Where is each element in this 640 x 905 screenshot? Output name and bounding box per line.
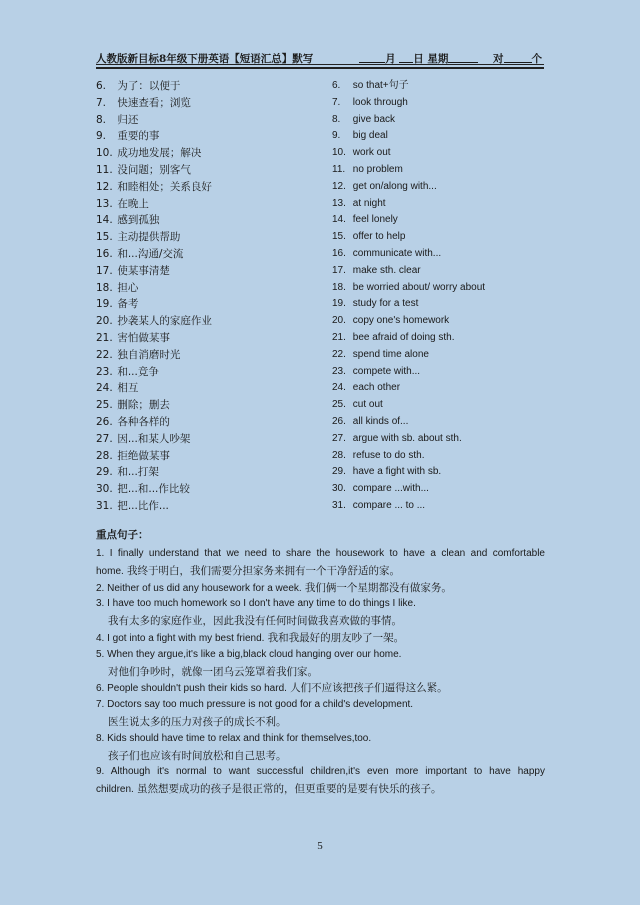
item-number: 22. [96,348,113,361]
sentence-line [96,680,545,697]
item-number: 27. [96,432,113,445]
sentence-chinese: 孩子们也应该有时间放松和自己思考。 [108,749,287,762]
item-number: 8. [332,113,341,125]
sentence-line [96,664,545,681]
item-number: 6. [332,80,341,91]
sentence-line [96,714,545,731]
sentence-line [96,546,545,563]
month-blank [359,52,385,63]
phrase-en-item [332,263,485,280]
phrase-cn-item [96,229,212,246]
phrase-en-item [332,414,485,431]
item-text: communicate with... [352,247,442,259]
phrase-cn-item [96,263,212,280]
item-number: 9. [332,130,341,142]
sentence-english: 7. Doctors say too much pressure is not good for a child's development. [96,699,414,711]
item-text: 重要的事 [117,130,160,143]
item-text: 和睦相处；关系良好 [117,180,212,193]
item-number: 29. [96,466,113,479]
item-number: 23. [332,365,346,377]
item-number: 21. [96,331,113,344]
item-text: 各种各样的 [117,415,170,428]
phrase-cn-item [96,313,212,330]
phrase-en-item [332,95,485,112]
phrase-cn-item [96,330,212,347]
sentence-english: children. [96,784,134,796]
sentence-chinese: 人们不应该把孩子们逼得这么紧。 [290,682,448,695]
phrase-en-item [332,464,485,481]
item-number: 7. [96,96,107,109]
item-text: bee afraid of doing sth. [352,331,455,343]
item-text: 主动提供帮助 [117,231,181,244]
item-text: look through [352,96,408,108]
sentence-line [96,580,545,597]
sentence-english: 8. Kids should have time to relax and think for themselves,too. [96,732,372,744]
item-text: work out [352,147,391,159]
phrase-cn-item [96,78,212,95]
item-text: 为了：以便于 [117,80,181,92]
phrase-en-item [332,112,485,129]
item-text: 成功地发展；解决 [117,147,202,160]
page-header [96,48,544,68]
phrase-cn-item [96,380,212,397]
item-text: 独自消磨时光 [117,348,181,361]
sentence-line [96,613,545,630]
item-text: 删除；删去 [117,399,170,412]
sentence-chinese: 对他们争吵时，就像一团乌云笼罩着我们家。 [108,665,318,678]
item-number: 17. [332,264,346,276]
item-number: 15. [96,231,113,244]
phrase-en-item [332,347,485,364]
phrase-cn-item [96,414,212,431]
header-rule-thin [96,64,544,65]
item-text: get on/along with... [352,180,437,192]
item-text: big deal [352,130,388,142]
weekday-blank [448,52,478,63]
item-text: 相互 [117,382,139,395]
item-text: all kinds of... [352,415,409,427]
item-text: 使某事清楚 [117,264,170,277]
sentence-chinese: 我有太多的家庭作业，因此我没有任何时间做我喜欢做的事情。 [108,615,402,628]
phrase-en-item [332,498,485,515]
item-number: 29. [332,466,346,478]
phrase-en-item [332,397,485,414]
sentence-line [96,697,545,714]
item-number: 9. [96,130,107,143]
item-text: 和...沟通/交流 [117,247,184,260]
sentence-line [96,563,545,580]
sentence-line [96,764,545,781]
item-number: 31. [332,499,346,511]
item-number: 11. [332,163,346,175]
item-number: 27. [332,432,346,444]
item-text: cut out [352,399,383,411]
phrase-cn-item [96,364,212,381]
item-text: at night [352,197,386,209]
item-text: compete with... [352,365,421,377]
item-number: 15. [332,231,346,243]
item-text: 归还 [117,113,139,126]
item-text: 没问题；别客气 [117,163,191,176]
sentence-english: 9. Although it's normal to want successful children,it's even more important to have happy [96,766,545,778]
sentence-chinese: 医生说太多的压力对孩子的成长不利。 [108,715,287,728]
phrase-en-item [332,128,485,145]
phrase-en-item [332,330,485,347]
item-number: 13. [332,197,346,209]
phrase-cn-item [96,128,212,145]
item-text: 把...和...作比较 [117,483,190,496]
item-text: so that+句子 [352,80,409,91]
item-text: 在晚上 [117,197,149,210]
phrase-cn-item [96,431,212,448]
item-number: 19. [96,298,113,311]
item-number: 6. [96,80,107,92]
item-number: 18. [96,281,113,294]
phrase-en-item [332,246,485,263]
phrase-cn-item [96,246,212,263]
item-text: 担心 [117,281,139,294]
item-number: 25. [96,399,113,412]
phrase-en-item [332,313,485,330]
item-number: 7. [332,96,341,108]
phrase-en-item [332,179,485,196]
phrase-en-item [332,380,485,397]
item-number: 10. [332,147,346,159]
phrase-cn-item [96,296,212,313]
item-number: 23. [96,365,113,378]
phrase-cn-item [96,498,212,515]
phrase-cn-item [96,280,212,297]
phrase-en-item [332,296,485,313]
correct-label: 对 [493,53,504,65]
header-rule-thick [96,67,544,69]
item-number: 26. [96,415,113,428]
phrase-cn-item [96,397,212,414]
month-label: 月 [385,53,396,65]
item-number: 18. [332,281,346,293]
sentence-english: 2. Neither of us did any housework for a week. [96,582,302,594]
item-text: 害怕做某事 [117,331,170,344]
item-number: 28. [332,449,346,461]
sentence-english: 4. I got into a fight with my best friend. [96,632,265,644]
phrase-en-item [332,229,485,246]
item-text: feel lonely [352,214,398,226]
item-text: copy one's homework [352,315,450,327]
item-text: offer to help [352,231,406,243]
item-text: compare ...with... [352,483,429,495]
item-number: 11. [96,163,113,176]
sentence-chinese: 我和我最好的朋友吵了一架。 [267,631,405,644]
phrase-cn-item [96,145,212,162]
phrase-cn-item [96,448,212,465]
sentence-english: 1. I finally understand that we need to share the housework to have a clean and comfortable [96,548,545,559]
phrase-cn-item [96,347,212,364]
phrase-en-item [332,162,485,179]
item-number: 24. [96,382,113,395]
item-text: 因...和某人吵架 [117,432,191,445]
item-text: 和...打架 [117,466,159,479]
phrase-cn-item [96,179,212,196]
item-text: have a fight with sb. [352,466,442,478]
item-number: 30. [332,483,346,495]
item-number: 20. [96,315,113,328]
sentence-english: home. [96,565,124,577]
sentence-english: 5. When they argue,it's like a big,black cloud hanging over our home. [96,648,402,660]
page-number: 5 [317,840,323,852]
phrase-en-item [332,431,485,448]
phrase-en-item [332,481,485,498]
item-text: argue with sb. about sth. [352,432,462,444]
item-text: each other [352,382,401,394]
sentence-line [96,596,545,613]
sentence-line [96,630,545,647]
item-number: 8. [96,113,107,126]
item-number: 26. [332,415,346,427]
item-number: 17. [96,264,113,277]
item-text: 和...竞争 [117,365,159,378]
phrase-cn-item [96,196,212,213]
item-number: 10. [96,147,113,160]
item-number: 14. [332,214,346,226]
item-text: 抄袭某人的家庭作业 [117,315,212,328]
phrase-en-item [332,78,485,95]
phrase-en-item [332,212,485,229]
phrase-cn-item [96,95,212,112]
item-number: 24. [332,382,346,394]
sentence-chinese: 虽然想要成功的孩子是很正常的，但更重要的是要有快乐的孩子。 [137,783,442,796]
item-number: 30. [96,483,113,496]
item-text: compare ... to ... [352,499,426,511]
sentence-chinese: 我终于明白，我们需要分担家务来拥有一个干净舒适的家。 [126,564,400,577]
item-text: 拒绝做某事 [117,449,170,462]
phrase-en-item [332,448,485,465]
item-text: refuse to do sth. [352,449,425,461]
phrase-en-item [332,364,485,381]
sentence-chinese: 我们俩一个星期都没有做家务。 [304,581,452,594]
item-text: make sth. clear [352,264,421,276]
item-text: 备考 [117,298,139,311]
item-text: 感到孤独 [117,214,160,227]
item-text: give back [352,113,396,125]
sentence-english: 3. I have too much homework so I don't have any time to do things I like. [96,598,416,610]
count-label: 个 [531,53,542,65]
item-text: 把...比作... [117,499,169,512]
item-number: 12. [96,180,113,193]
sentence-line [96,731,545,748]
correct-count-blank [504,52,532,63]
phrase-cn-item [96,481,212,498]
day-blank [399,52,413,63]
phrase-cn-item [96,162,212,179]
chinese-phrase-column [96,78,212,515]
item-number: 13. [96,197,113,210]
phrase-cn-item [96,212,212,229]
phrase-en-item [332,145,485,162]
item-number: 12. [332,180,346,192]
item-text: no problem [352,163,403,175]
english-phrase-column [332,78,485,515]
item-number: 20. [332,315,346,327]
sentence-line [96,748,545,765]
item-number: 14. [96,214,113,227]
phrase-en-item [332,280,485,297]
item-number: 16. [96,247,113,260]
sentence-english: 6. People shouldn't push their kids so hard. [96,683,287,695]
key-sentences-title: 重点句子： [96,529,149,541]
document-title: 人教版新目标8年级下册英语【短语汇总】默写 [96,53,314,65]
item-text: study for a test [352,298,419,310]
item-number: 28. [96,449,113,462]
item-number: 19. [332,298,346,310]
item-number: 25. [332,399,346,411]
item-number: 16. [332,247,346,259]
item-number: 31. [96,499,113,512]
item-number: 22. [332,348,346,360]
phrase-cn-item [96,464,212,481]
weekday-label: 星期 [427,53,449,65]
item-text: spend time alone [352,348,429,360]
sentence-line [96,647,545,664]
key-sentences-list [96,546,545,798]
sentence-line [96,781,545,798]
phrase-cn-item [96,112,212,129]
item-text: be worried about/ worry about [352,281,486,293]
phrase-en-item [332,196,485,213]
item-text: 快速查看；浏览 [117,96,191,109]
day-label: 日 [413,53,424,65]
item-number: 21. [332,331,346,343]
